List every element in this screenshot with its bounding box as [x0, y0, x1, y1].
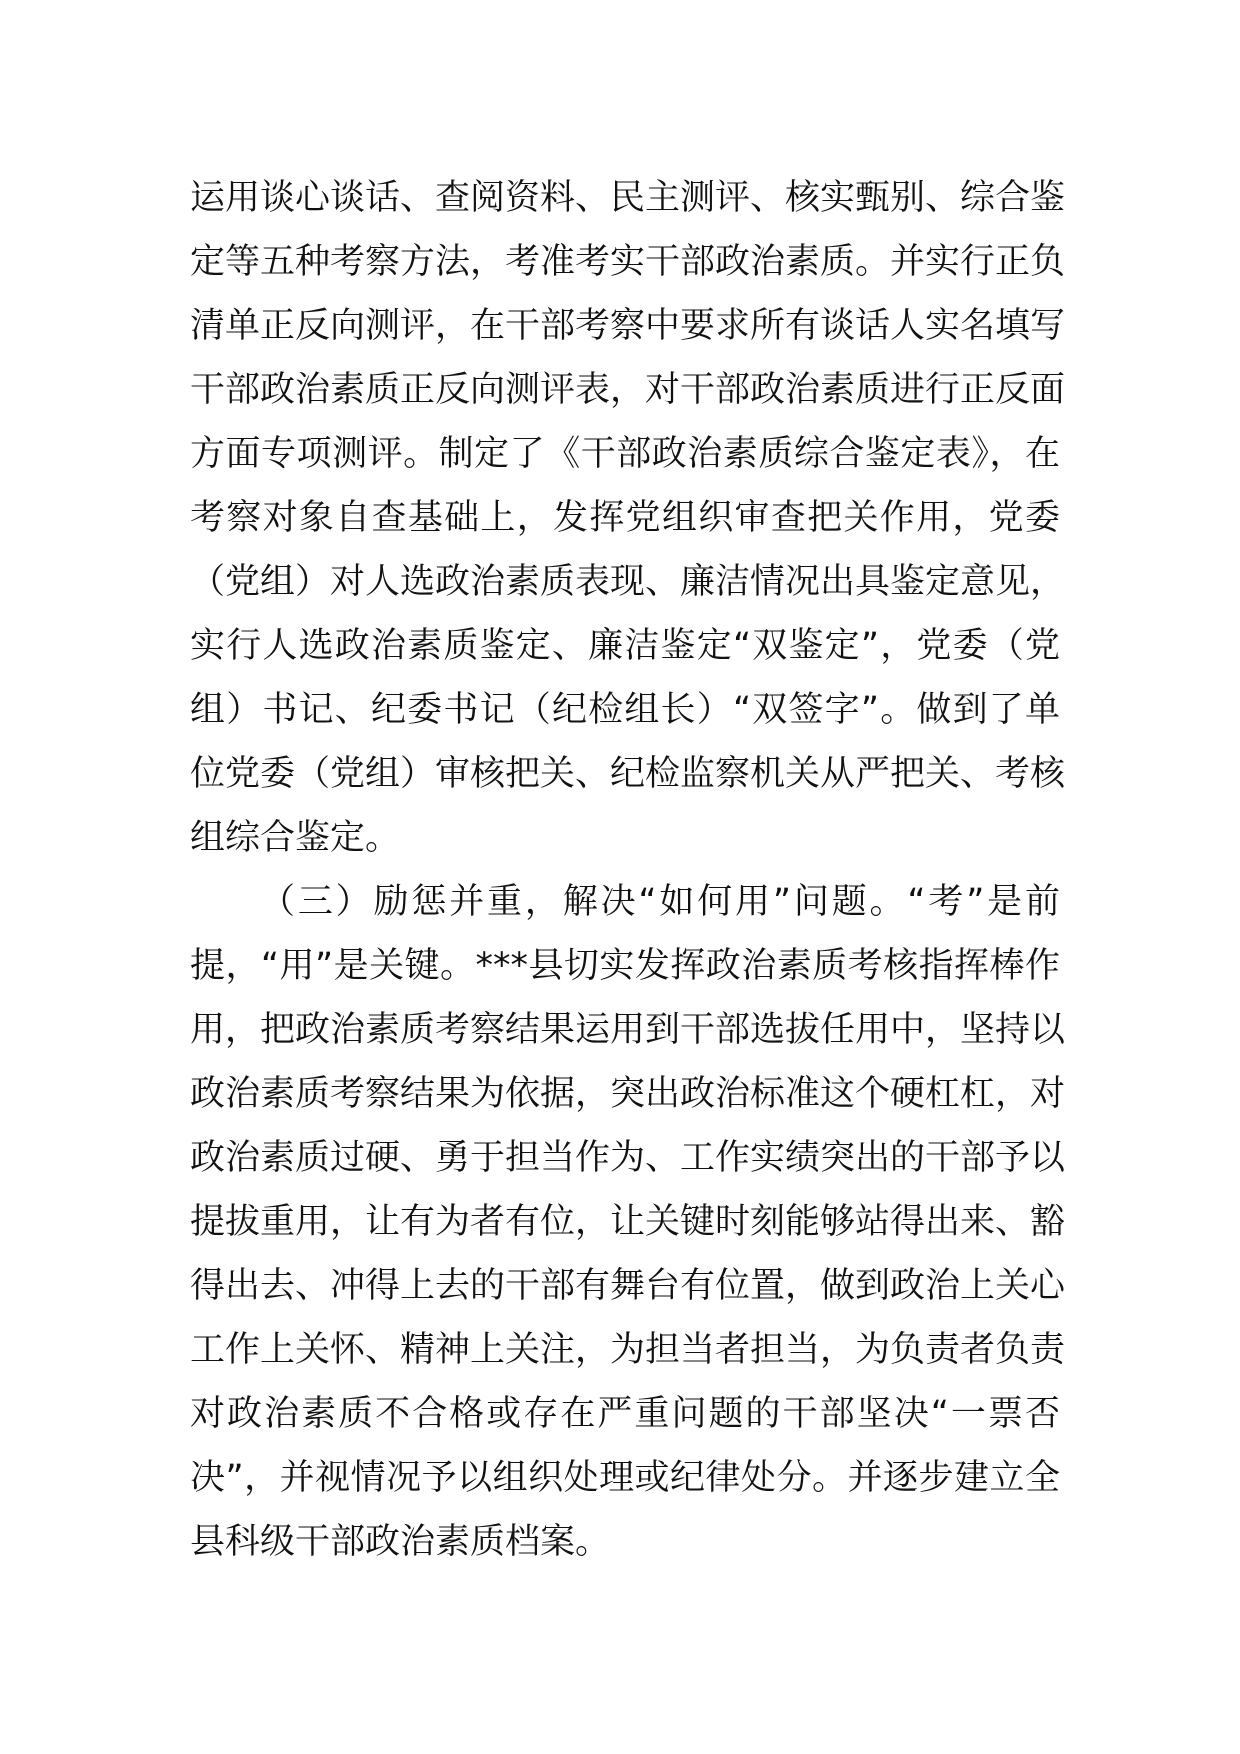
paragraph-line: 提拔重用，让有为者有位，让关键时刻能够站得出来、豁: [190, 1202, 1066, 1242]
paragraph-line: 方面专项测评。制定了《干部政治素质综合鉴定表》，在: [190, 434, 1060, 474]
paragraph-line: 组）书记、纪委书记（纪检组长）“双签字”。做到了单: [190, 690, 1060, 730]
paragraph-line: 提，“用”是关键。***县切实发挥政治素质考核指挥棒作: [190, 946, 1060, 986]
paragraph-line: 运用谈心谈话、查阅资料、民主测评、核实甄别、综合鉴: [190, 178, 1066, 218]
paragraph-line: 工作上关怀、精神上关注，为担当者担当，为负责者负责: [190, 1330, 1066, 1370]
paragraph-line: 清单正反向测评，在干部考察中要求所有谈话人实名填写: [190, 306, 1066, 346]
paragraph-line: 决”，并视情况予以组织处理或纪律处分。并逐步建立全: [190, 1458, 1060, 1498]
paragraph-line: 用，把政治素质考察结果运用到干部选拔任用中，坚持以: [190, 1010, 1066, 1050]
paragraph-line: 政治素质过硬、勇于担当作为、工作实绩突出的干部予以: [190, 1138, 1066, 1178]
paragraph-line: 位党委（党组）审核把关、纪检监察机关从严把关、考核: [190, 754, 1066, 794]
paragraph-line: 组综合鉴定。: [190, 818, 401, 858]
paragraph-line: 对政治素质不合格或存在严重问题的干部坚决“一票否: [190, 1394, 1060, 1434]
paragraph-line: 实行人选政治素质鉴定、廉洁鉴定“双鉴定”，党委（党: [190, 626, 1060, 666]
paragraph-heading-line: （三）励惩并重，解决“如何用”问题。“考”是前: [260, 882, 1060, 922]
paragraph-2: [190, 870, 1066, 1574]
paragraph-1: [190, 166, 1066, 870]
paragraph-line: 干部政治素质正反向测评表，对干部政治素质进行正反面: [190, 370, 1066, 410]
paragraph-line: 定等五种考察方法，考准考实干部政治素质。并实行正负: [190, 242, 1066, 282]
paragraph-line: （党组）对人选政治素质表现、廉洁情况出具鉴定意见，: [190, 562, 1066, 602]
paragraph-line: 考察对象自查基础上，发挥党组织审查把关作用，党委: [190, 498, 1060, 538]
paragraph-line: 县科级干部政治素质档案。: [190, 1522, 611, 1562]
paragraph-line: 政治素质考察结果为依据，突出政治标准这个硬杠杠，对: [190, 1074, 1066, 1114]
paragraph-line: 得出去、冲得上去的干部有舞台有位置，做到政治上关心: [190, 1266, 1066, 1306]
